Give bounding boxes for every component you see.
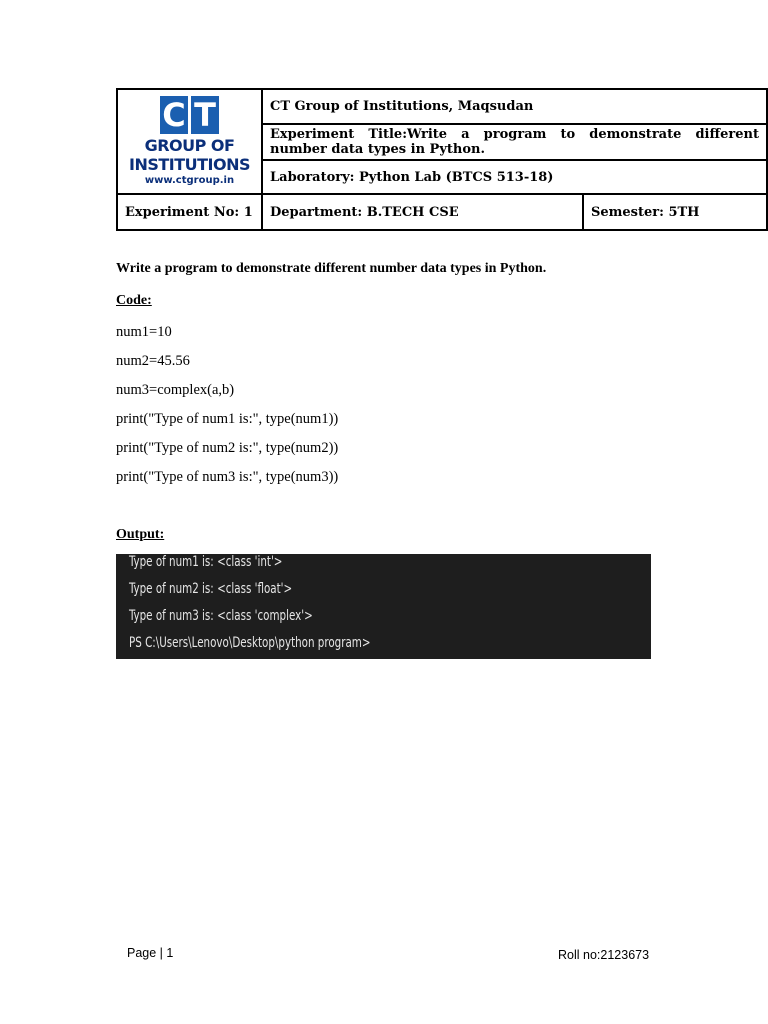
terminal-line: Type of num1 is: <class 'int'> [129, 554, 283, 570]
terminal-line: Type of num3 is: <class 'complex'> [129, 608, 313, 624]
logo-line-1: GROUP OF [144, 136, 235, 155]
code-label: Code: [116, 293, 152, 308]
logo-line-2: INSTITUTIONS [128, 155, 251, 174]
ct-group-logo [129, 96, 251, 187]
output-terminal [116, 554, 651, 659]
experiment-title: Experiment Title:Write a program to demonstrate different number data types in Python. [262, 124, 767, 160]
logo-url: www.ctgroup.in [144, 175, 235, 186]
terminal-line: PS C:\Users\Lenovo\Desktop\python program> [129, 635, 371, 651]
roll-number: Roll no:2123673 [558, 948, 650, 962]
semester: Semester: 5TH [583, 194, 767, 230]
output-label: Output: [116, 527, 165, 542]
experiment-no: Experiment No: 1 [117, 194, 262, 230]
header-table [116, 88, 768, 231]
code-line: print("Type of num2 is:", type(num2)) [116, 440, 339, 456]
logo-ct-letters: C T [129, 96, 251, 134]
institution-name: CT Group of Institutions, Maqsudan [262, 89, 767, 124]
code-line: print("Type of num1 is:", type(num1)) [116, 411, 339, 427]
code-line: print("Type of num3 is:", type(num3)) [116, 469, 339, 485]
aim-statement: Write a program to demonstrate different number data types in Python. [116, 261, 547, 276]
page-number: Page | 1 [127, 946, 174, 960]
department: Department: B.TECH CSE [262, 194, 583, 230]
code-line: num3=complex(a,b) [116, 382, 235, 398]
code-line: num2=45.56 [116, 353, 190, 369]
laboratory: Laboratory: Python Lab (BTCS 513-18) [262, 160, 767, 194]
terminal-line: Type of num2 is: <class 'float'> [129, 581, 293, 597]
logo-cell [117, 89, 262, 194]
code-line: num1=10 [116, 324, 172, 340]
